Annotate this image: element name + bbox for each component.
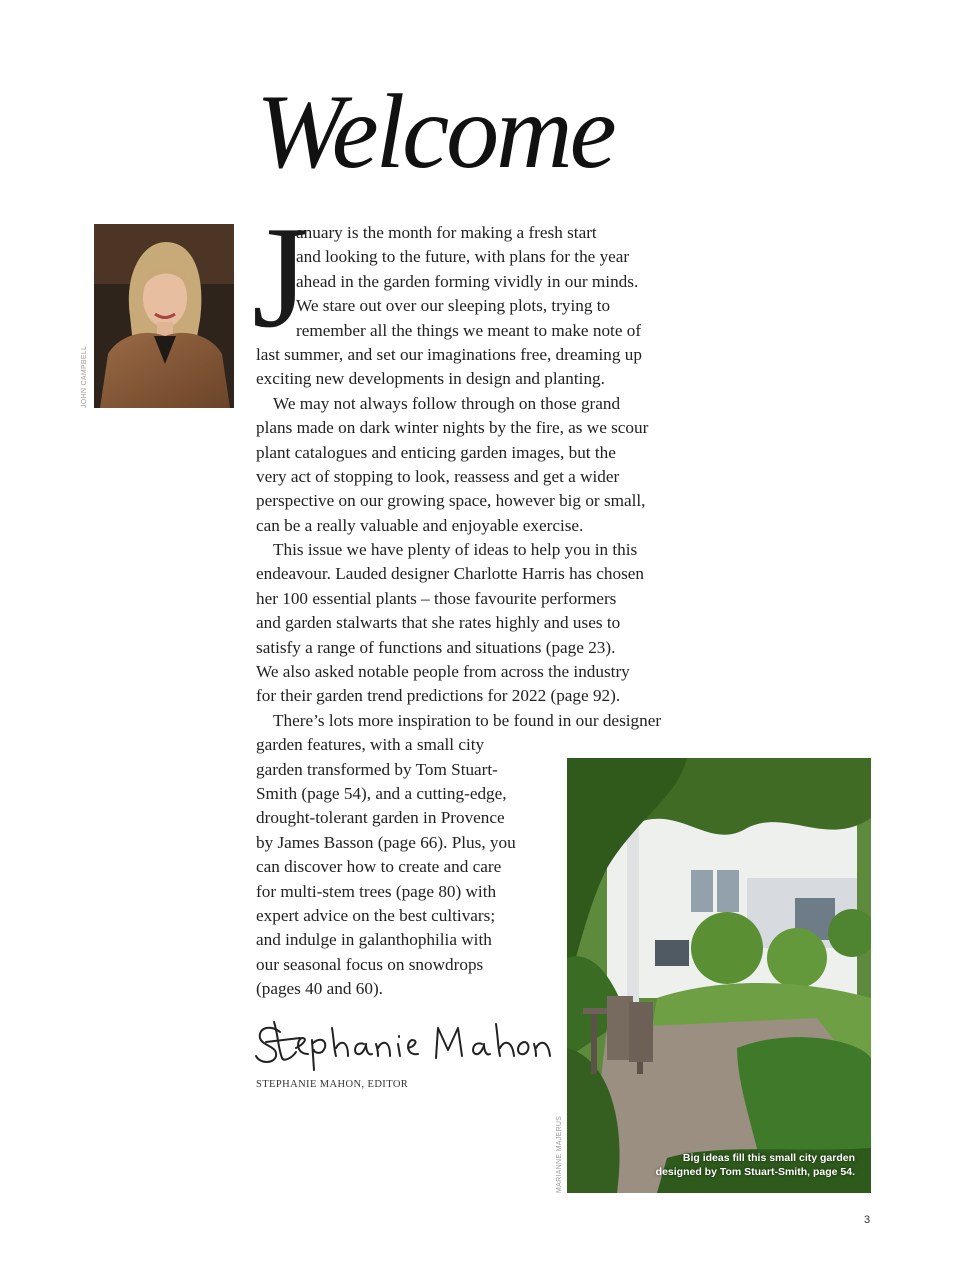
body-line: Smith (page 54), and a cutting-edge, <box>256 783 507 803</box>
body-line: our seasonal focus on snowdrops <box>256 954 484 974</box>
portrait-credit: JOHN CAMPBELL <box>81 345 88 408</box>
body-line: plant catalogues and enticing garden images, but the <box>256 442 616 462</box>
body-line: perspective on our growing space, however big or small, <box>256 491 646 511</box>
drop-cap: J <box>252 196 309 358</box>
body-line: expert advice on the best cultivars; <box>256 905 496 925</box>
body-line: by James Basson (page 66). Plus, you <box>256 832 516 852</box>
body-line: last summer, and set our imaginations free, dreaming up <box>256 344 642 364</box>
body-line: garden transformed by Tom Stuart- <box>256 759 498 779</box>
body-line: and garden stalwarts that she rates highly and uses to <box>256 613 621 633</box>
body-line: There’s lots more inspiration to be found in our designer <box>273 710 662 730</box>
body-line: her 100 essential plants – those favourite performers <box>256 588 617 608</box>
editor-credit: STEPHANIE MAHON, EDITOR <box>256 1079 409 1090</box>
body-line: endeavour. Lauded designer Charlotte Harris has chosen <box>256 564 645 584</box>
body-line: (pages 40 and 60). <box>256 979 383 999</box>
signature-icon <box>252 1014 552 1074</box>
body-line: remember all the things we meant to make note of <box>296 320 642 340</box>
photo-caption <box>656 1151 855 1179</box>
editor-portrait-photo <box>94 224 234 408</box>
body-line: for multi-stem trees (page 80) with <box>256 881 497 901</box>
photo-credit: MARIANNE MAJERUS <box>556 1115 563 1193</box>
body-line: We may not always follow through on those grand <box>273 393 621 413</box>
body-line: and indulge in galanthophilia with <box>256 930 492 950</box>
body-line: for their garden trend predictions for 2022 (page 92). <box>256 686 621 706</box>
body-line: We also asked notable people from across the industry <box>256 662 630 682</box>
page-title: Welcome <box>256 73 614 190</box>
body-line: satisfy a range of functions and situations (page 23). <box>256 637 616 657</box>
page-number: 3 <box>864 1214 871 1226</box>
body-line: ahead in the garden forming vividly in our minds. <box>296 271 639 291</box>
body-line: very act of stopping to look, reassess and get a wider <box>256 466 620 486</box>
body-line: can discover how to create and care <box>256 857 502 877</box>
body-line: can be a really valuable and enjoyable exercise. <box>256 515 584 535</box>
body-line: garden features, with a small city <box>256 735 485 755</box>
body-line: anuary is the month for making a fresh start <box>296 223 597 242</box>
body-line: plans made on dark winter nights by the fire, as we scour <box>256 418 649 438</box>
body-line: This issue we have plenty of ideas to help you in this <box>273 540 638 560</box>
editor-signature <box>252 1014 552 1074</box>
body-line: and looking to the future, with plans for the year <box>296 247 630 267</box>
caption-line: Big ideas fill this small city garden <box>682 1152 855 1164</box>
body-line: exciting new developments in design and planting. <box>256 369 605 389</box>
caption-line: designed by Tom Stuart-Smith, page 54. <box>655 1166 855 1178</box>
body-line: drought-tolerant garden in Provence <box>256 808 505 828</box>
body-line: We stare out over our sleeping plots, trying to <box>296 296 611 316</box>
garden-photo <box>567 758 871 1193</box>
